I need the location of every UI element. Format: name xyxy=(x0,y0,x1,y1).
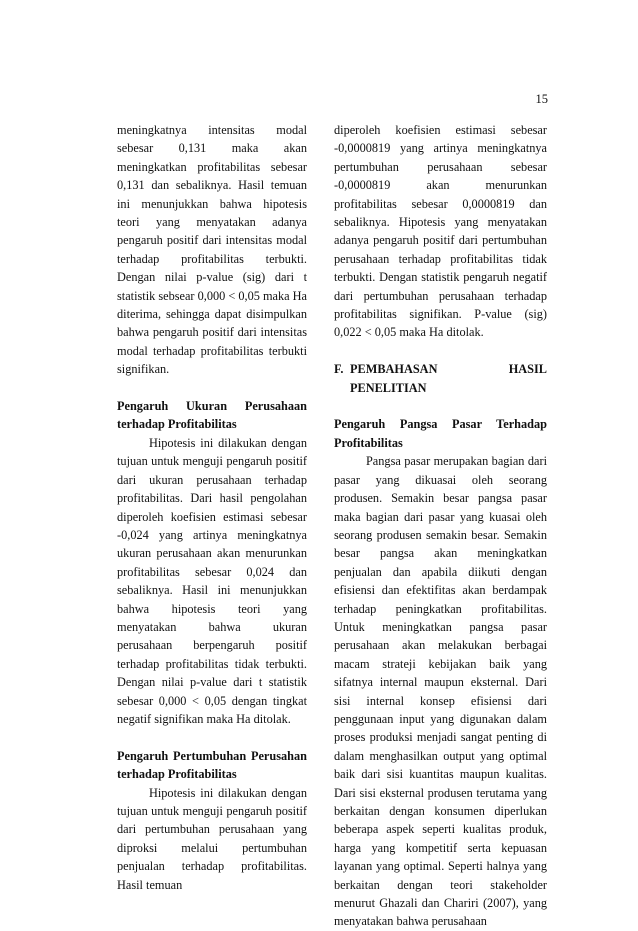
page-number: 15 xyxy=(535,92,548,106)
heading-pertumbuhan-perusahaan: Pengaruh Pertumbuhan Perusahan terhadap Profitabilitas xyxy=(117,748,307,782)
section-heading-f xyxy=(334,360,547,397)
spacer xyxy=(117,728,307,746)
section-title-part-a: PEMBAHASAN xyxy=(350,362,438,377)
paragraph-ukuran-perusahaan: Hipotesis ini dilakukan dengan tujuan untuk menguji pengaruh positif dari ukuran perusahaan terhadap profitabilitas. Dari hasil pengolahan diperoleh koefisien estimasi sebesar -0,024 yang artinya meningkatnya ukuran perusahaan akan menurunkan profitabilitas sebesar 0,024 dan sebaliknya. Hasil ini menunjukkan bahwa hipotesis teori yang menyatakan bahwa ukuran perusahaan berpengaruh positif terhadap profitabilitas tidak terbukti. Dengan nilai p-value dari t statistik sebesar 0,000 < 0,05 dengan tingkat negatif signifikan maka Ha ditolak. xyxy=(117,435,307,726)
heading-ukuran-perusahaan: Pengaruh Ukuran Perusahaan terhadap Profitabilitas xyxy=(117,399,307,432)
spacer xyxy=(334,397,547,415)
section-letter: F. xyxy=(334,362,344,377)
paragraph-pertumbuhan-perusahaan: Hipotesis ini dilakukan dengan tujuan untuk menguji pengaruh positif dari pertumbuhan perusahaan yang diproksi melalui pertumbuhan penjualan terhadap profitabilitas. Hasil temuan xyxy=(117,785,307,892)
spacer xyxy=(334,342,547,360)
section-title xyxy=(350,360,547,397)
paragraph-pertumbuhan-result: diperoleh koefisien estimasi sebesar -0,0000819 yang artinya meningkatnya pertumbuhan perusahaan sebesar -0,0000819 akan menurunkan profitabilitas sebesar 0,0000819 dan sebaliknya. Hipotesis yang menyatakan adanya pengaruh positif dari pertumbuhan perusahaan terhadap profitabilitas tidak terbukti. Dengan statistik pengaruh negatif dari pertumbuhan perusahaan terhadap profitabilitas signifikan. P-value (sig) 0,022 < 0,05 maka Ha ditolak. xyxy=(334,123,547,340)
section-title-part-b: HASIL xyxy=(508,362,547,377)
spacer xyxy=(117,379,307,397)
section-title-part-c: PENELITIAN xyxy=(350,380,427,395)
heading-pangsa-pasar: Pengaruh Pangsa Pasar Terhadap Profitabilitas xyxy=(334,417,547,450)
paragraph-intensitas-modal-conclusion: meningkatnya intensitas modal sebesar 0,131 maka akan meningkatkan profitabilitas sebesar 0,131 dan sebaliknya. Hasil temuan ini menunjukkan bahwa hipotesis teori yang menyatakan adanya pengaruh positif dari intensitas modal terhadap profitabilitas terbukti. Dengan nilai p-value (sig) dari t statistik sebsear 0,000 < 0,05 maka Ha diterima, sehingga dapat disimpulkan bahwa pengaruh positif dari intensitas modal terhadap profitabilitas terbukti signifikan. xyxy=(117,123,307,377)
paragraph-pangsa-pasar: Pangsa pasar merupakan bagian dari pasar yang dikuasai oleh seorang produsen. Semakin besar pangsa pasar maka bagian dari pasar yang kuasai oleh seorang produsen semakin besar. Semakin besar pangsa akan meningkatkan penjualan dan apabila diikuti dengan efisiensi dan efektifitas akan berdampak terhadap peningkatkan profitabilitas. Untuk meningkatkan pangsa pasar perusahaan akan melakukan berbagai macam strateji kebijakan baik yang sifatnya internal maupun eksternal. Dari sisi internal konsep efisiensi dari penggunaan input yang digunakan dalam proses produksi menjadi sangat penting di dalam menghasilkan output yang optimal baik dari sisi kuantitas maupun kualitas. Dari sisi eksternal produsen terutama yang berkaitan dengan konsumen diperlukan beberapa aspek seperti kualitas produk, harga yang kompetitif serta kepuasan layanan yang optimal. Seperti halnya yang berkaitan dengan teori stakeholder menurut Ghazali dan Chariri (2007), yang menyatakan bahwa perusahaan xyxy=(334,454,547,929)
left-column xyxy=(117,121,307,894)
right-column xyxy=(334,121,547,931)
